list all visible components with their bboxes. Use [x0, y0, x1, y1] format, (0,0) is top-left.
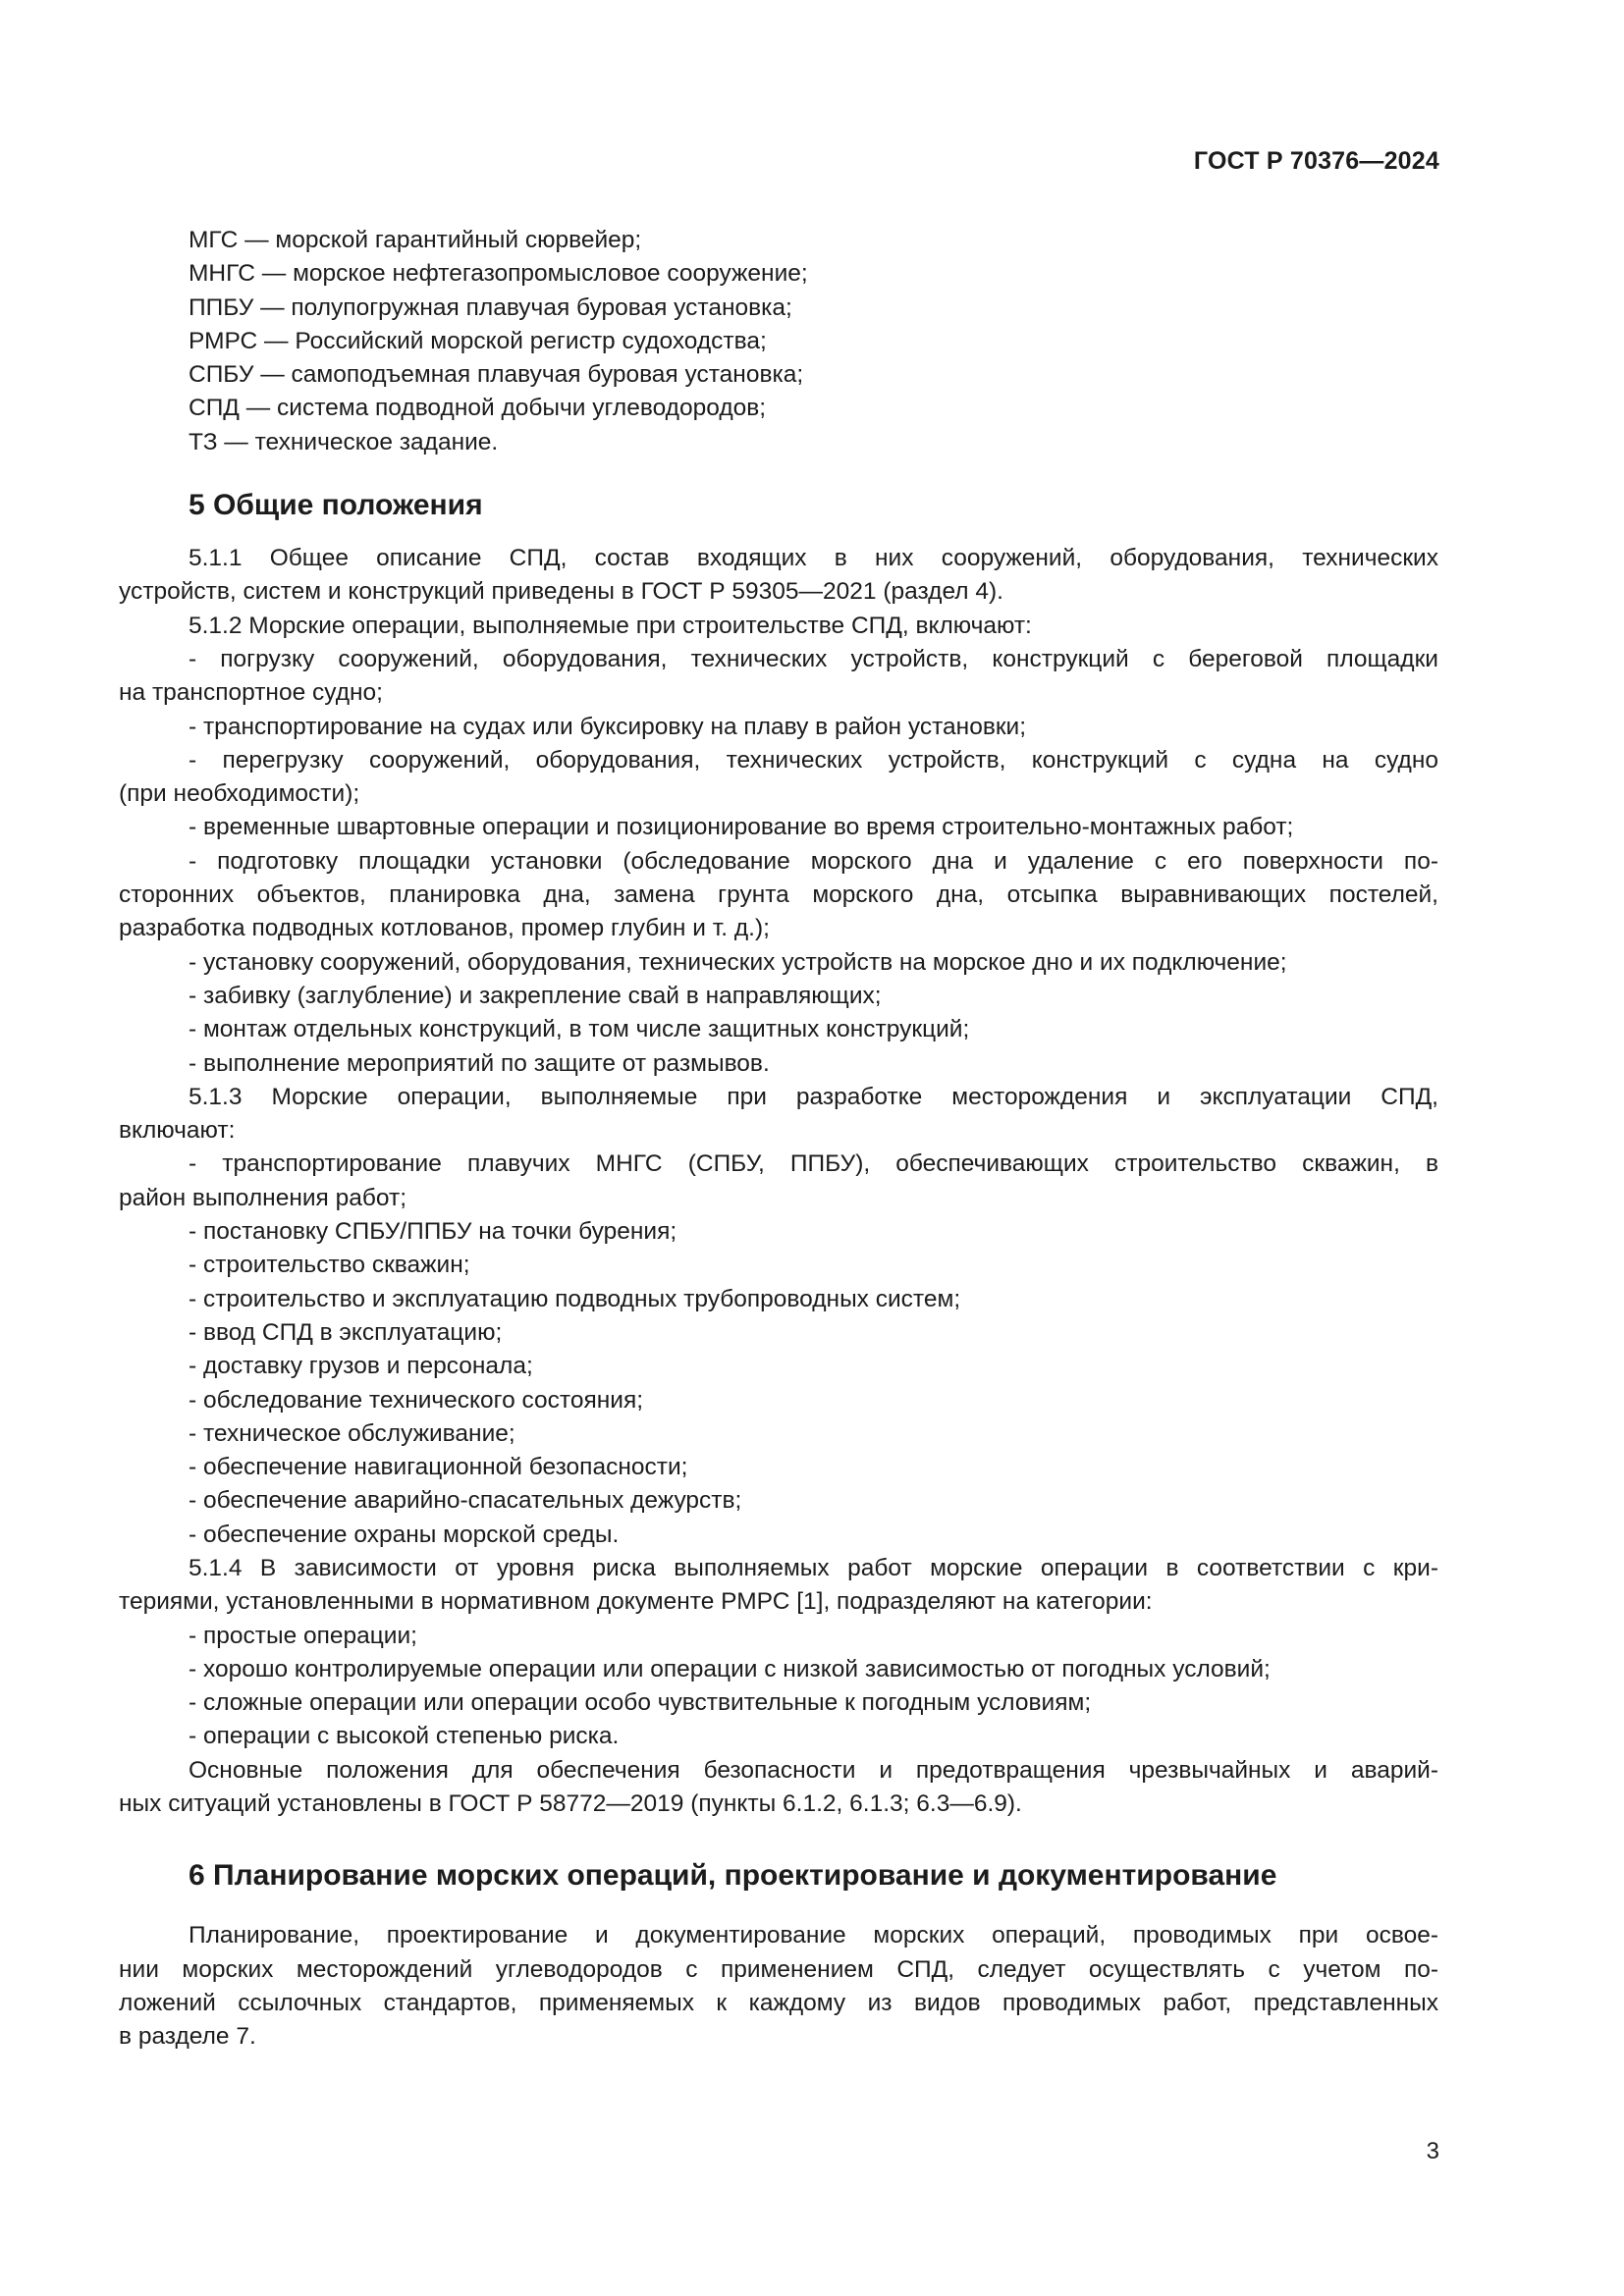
- paragraph-line: териями, установленными в нормативном документе РМРС [1], подразделяют на категории:: [119, 1588, 1153, 1616]
- abbreviation-item: РМРС — Российский морской регистр судоходства;: [189, 327, 767, 354]
- list-item: - монтаж отдельных конструкций, в том числе защитных конструкций;: [189, 1016, 970, 1043]
- paragraph-line: 5.1.4 В зависимости от уровня риска выполняемых работ морские операции в соответствии с кри-: [189, 1554, 1438, 1581]
- clause-5-1-4: [119, 1552, 1438, 1821]
- paragraph-line: 5.1.1 Общее описание СПД, состав входящих в них сооружений, оборудования, технических: [189, 545, 1438, 572]
- abbreviation-item: ТЗ — техническое задание.: [189, 428, 499, 455]
- list-item: - перегрузку сооружений, оборудования, технических устройств, конструкций с судна на судно: [189, 746, 1438, 774]
- list-item: - обеспечение аварийно-спасательных дежурств;: [189, 1487, 742, 1515]
- list-item-continuation: разработка подводных котлованов, промер глубин и т. д.);: [119, 915, 770, 942]
- clause-5-1-3: [119, 1081, 1438, 1552]
- abbreviation-item: МНГС — морское нефтегазопромысловое сооружение;: [189, 260, 808, 288]
- abbreviations-list: [119, 224, 1438, 459]
- list-item: - операции с высокой степенью риска.: [189, 1723, 620, 1750]
- list-item: - транспортирование плавучих МНГС (СПБУ, ППБУ), обеспечивающих строительство скважин, в: [189, 1150, 1438, 1178]
- paragraph-line: 5.1.3 Морские операции, выполняемые при разработке месторождения и эксплуатации СПД,: [189, 1083, 1438, 1110]
- list-item: - строительство скважин;: [189, 1252, 470, 1279]
- list-item: - доставку грузов и персонала;: [189, 1353, 533, 1380]
- list-item-continuation: сторонних объектов, планировка дна, замена грунта морского дна, отсыпка выравнивающих постелей,: [119, 881, 1438, 909]
- list-item-continuation: район выполнения работ;: [119, 1184, 407, 1211]
- list-item: - техническое обслуживание;: [189, 1419, 515, 1447]
- list-item: - временные швартовные операции и позиционирование во время строительно-монтажных работ;: [189, 814, 1294, 841]
- abbreviation-item: МГС — морской гарантийный сюрвейер;: [189, 227, 642, 253]
- list-item: - забивку (заглубление) и закрепление свай в направляющих;: [189, 982, 882, 1009]
- list-item-continuation: (при необходимости);: [119, 780, 360, 808]
- paragraph-line: ных ситуаций установлены в ГОСТ Р 58772—2019 (пункты 6.1.2, 6.1.3; 6.3—6.9).: [119, 1790, 1022, 1818]
- list-item: - простые операции;: [189, 1622, 417, 1649]
- section-6-paragraph: [119, 1919, 1438, 2054]
- page-content: [119, 224, 1438, 2055]
- list-item: - транспортирование на судах или буксировку на плаву в район установки;: [189, 713, 1027, 740]
- abbreviation-item: СПД — система подводной добычи углеводородов;: [189, 395, 767, 422]
- list-item: - подготовку площадки установки (обследование морского дна и удаление с его поверхности по-: [189, 847, 1438, 875]
- paragraph-line: в разделе 7.: [119, 2023, 256, 2051]
- list-item: - постановку СПБУ/ППБУ на точки бурения;: [189, 1218, 677, 1246]
- clause-5-1-1: [119, 542, 1438, 610]
- list-item-continuation: на транспортное судно;: [119, 679, 383, 707]
- document-code-header: ГОСТ Р 70376—2024: [1193, 147, 1439, 175]
- list-item: - выполнение мероприятий по защите от размывов.: [189, 1049, 770, 1077]
- paragraph-line: Основные положения для обеспечения безопасности и предотвращения чрезвычайных и аварий-: [189, 1756, 1438, 1784]
- page-number: 3: [1426, 2138, 1439, 2164]
- paragraph-line: включают:: [119, 1117, 236, 1145]
- list-item: - обследование технического состояния;: [189, 1386, 644, 1414]
- list-item: - погрузку сооружений, оборудования, технических устройств, конструкций с береговой площадки: [189, 645, 1438, 672]
- paragraph-line: нии морских месторождений углеводородов с применением СПД, следует осуществлять с учетом по-: [119, 1955, 1438, 1983]
- paragraph-line: Планирование, проектирование и документирование морских операций, проводимых при освое-: [189, 1922, 1438, 1949]
- clause-5-1-2: [119, 610, 1438, 1081]
- list-item: - установку сооружений, оборудования, технических устройств на морское дно и их подключение;: [189, 948, 1287, 976]
- list-item: - строительство и эксплуатацию подводных трубопроводных систем;: [189, 1285, 961, 1312]
- list-item: - обеспечение охраны морской среды.: [189, 1521, 620, 1548]
- list-item: - хорошо контролируемые операции или операции с низкой зависимостью от погодных условий;: [189, 1655, 1271, 1682]
- list-item: - сложные операции или операции особо чувствительные к погодным условиям;: [189, 1689, 1092, 1717]
- abbreviation-item: ППБУ — полупогружная плавучая буровая установка;: [189, 294, 792, 321]
- list-item: - обеспечение навигационной безопасности;: [189, 1454, 688, 1481]
- section-5-heading: 5 Общие положения: [189, 489, 483, 522]
- paragraph-line: устройств, систем и конструкций приведены в ГОСТ Р 59305—2021 (раздел 4).: [119, 578, 1003, 606]
- paragraph-line: ложений ссылочных стандартов, применяемых к каждому из видов проводимых работ, представленных: [119, 1989, 1438, 2016]
- section-6-heading: 6 Планирование морских операций, проектирование и документирование: [189, 1859, 1277, 1893]
- abbreviation-item: СПБУ — самоподъемная плавучая буровая установка;: [189, 361, 804, 389]
- list-item: - ввод СПД в эксплуатацию;: [189, 1318, 503, 1346]
- paragraph-line: 5.1.2 Морские операции, выполняемые при строительстве СПД, включают:: [189, 612, 1032, 639]
